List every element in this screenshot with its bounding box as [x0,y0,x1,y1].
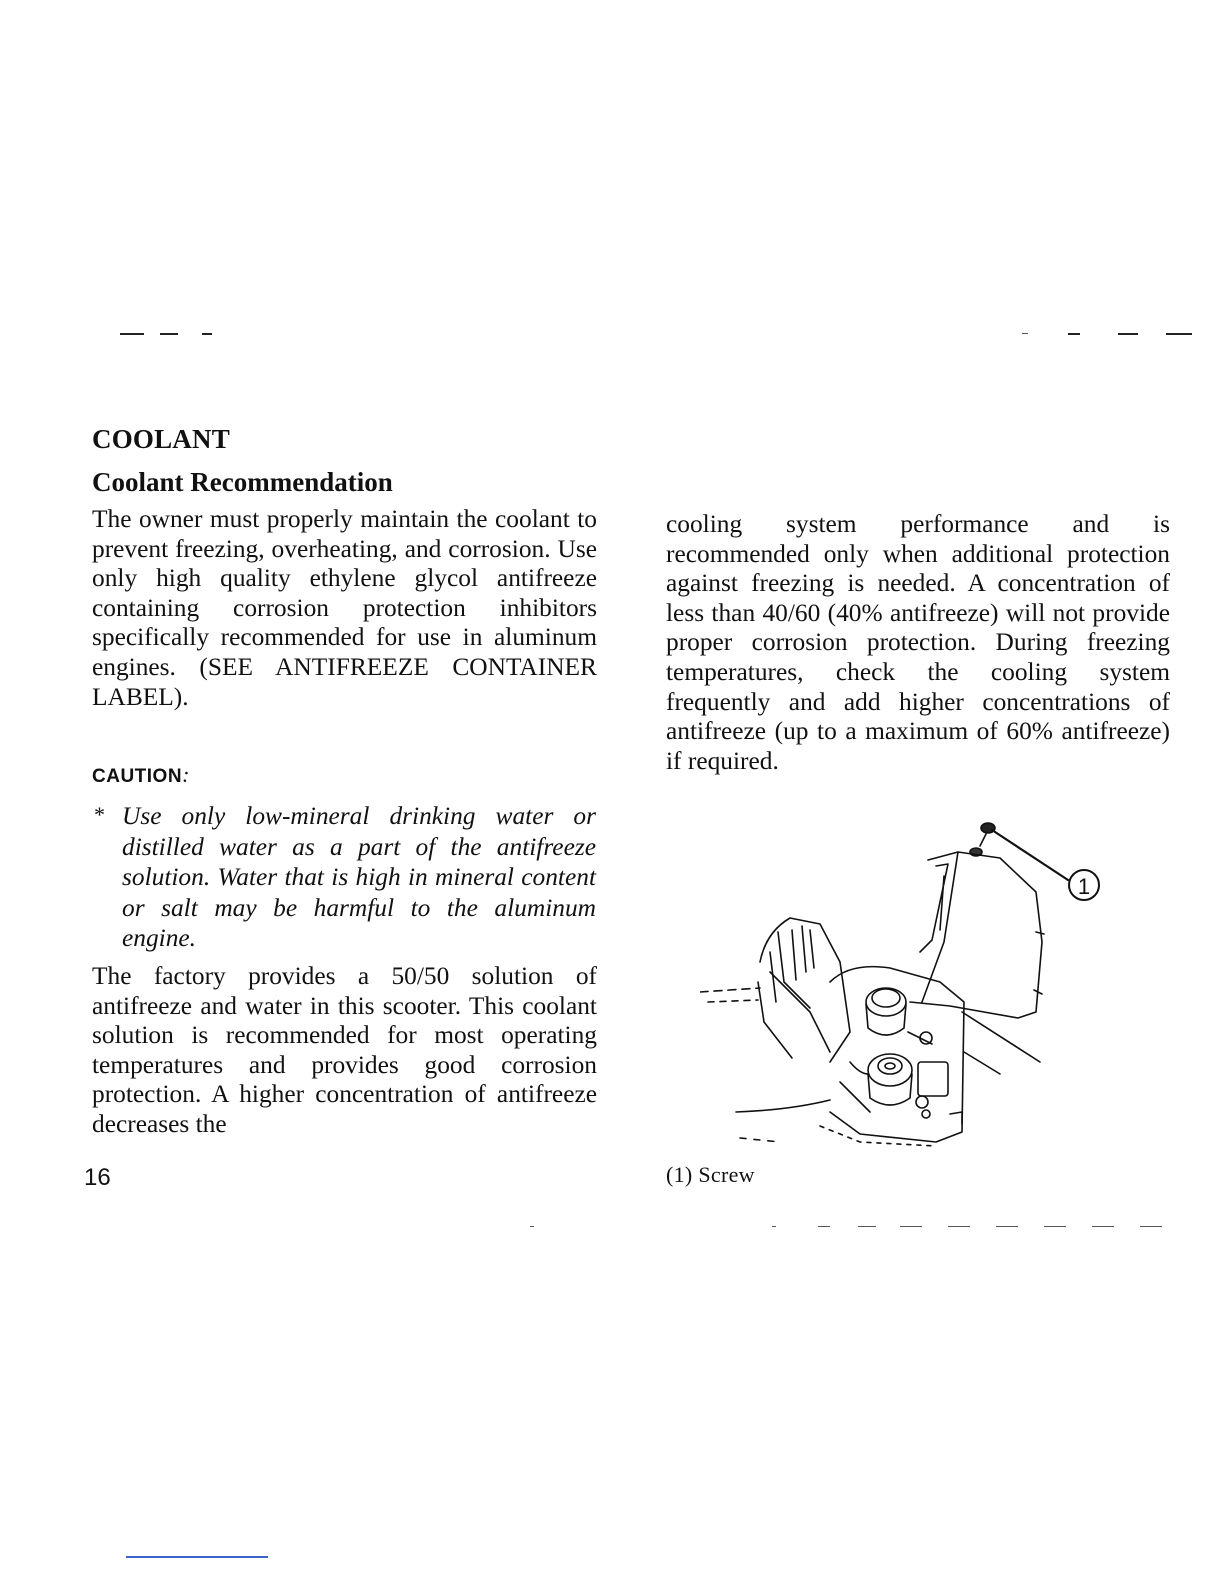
scan-dash [160,333,178,335]
caution-note: Use only low-mineral drinking water or distilled water as a part of the antifreeze solution. Water that is high in mineral content or salt may be harmful to the aluminum engine. [122,802,596,952]
scan-dash [530,1226,534,1227]
scan-dash [1092,1226,1114,1227]
scan-dash [1118,333,1138,335]
scan-dash [772,1226,776,1227]
caution-text: CAUTION [92,766,183,787]
illustration-svg [700,812,1120,1162]
page-number: 16 [84,1164,111,1191]
scan-dash [1068,333,1080,335]
scan-dash [1044,1226,1066,1227]
scan-dash [996,1226,1018,1227]
caution-colon: : [182,762,190,787]
scan-dash [1022,333,1028,334]
scan-dash [1166,333,1192,335]
accent-line [126,1556,268,1558]
coolant-paragraph-3: cooling system performance and is recommended only when additional protection against freezing is needed. A concentration of less than 40/60 (40% antifreeze) will not provide proper corrosion protection. During freezing temperatures, check the cooling system frequently and add higher concentrations of antifreeze (up to a maximum of 60% antifreeze) if required. [666,510,1170,775]
section-heading: COOLANT [92,424,230,454]
figure-caption: (1) Screw [666,1162,755,1187]
caution-label [92,762,190,788]
scan-dash [948,1226,970,1227]
callout-number-1: 1 [1068,869,1100,901]
section-subheading: Coolant Recommendation [92,467,393,497]
coolant-paragraph-1: The owner must properly maintain the coolant to prevent freezing, overheating, and corrosion. Use only high quality ethylene glycol antifreeze containing corrosion protection inhibitors specifically recommended for use in aluminum engines. (SEE ANTIFREEZE CONTAINER LABEL). [92,505,597,711]
scan-dash [202,333,212,335]
scan-dash [858,1226,876,1227]
scan-dash [1140,1226,1162,1227]
scan-dash [120,333,144,335]
scan-dash [818,1226,830,1227]
scooter-coolant-illustration [700,812,1120,1162]
note-marker: * [94,802,105,827]
scan-dash [900,1226,922,1227]
coolant-paragraph-2: The factory provides a 50/50 solution of antifreeze and water in this scooter. This coolant solution is recommended for most operating temperatures and provides good corrosion protection. A higher concentration of antifreeze decreases the [92,962,597,1138]
